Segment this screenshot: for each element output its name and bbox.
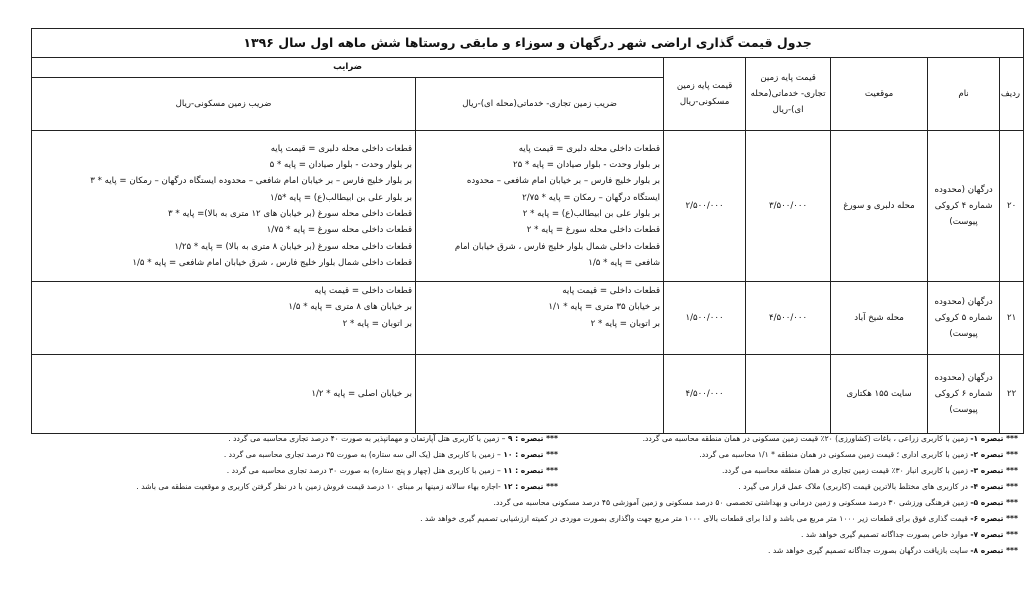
coef-line: بر بلوار علی بن ابیطالب(ع) = پایه *۱/۵ <box>269 192 413 203</box>
coef-line: بر بلوار خلیج فارس – بر خیابان امام شافعی – محدوده ایستگاه درگهان – رمکان = پایه * ۳ <box>90 176 413 187</box>
coef-line: قطعات داخلی محله دلبری = قیمت پایه <box>518 143 661 154</box>
coef-line: بر خیابان ۳۵ متری = پایه * ۱/۱ <box>548 302 661 313</box>
header-row: ردیف <box>1000 58 1024 131</box>
coef-line: قطعات داخلی شمال بلوار خلیج فارس ، شرق خیابان امام شافعی = پایه * ۱/۵ <box>132 257 413 268</box>
row-residential-base: ۲/۵۰۰/۰۰۰ <box>664 131 746 282</box>
coef-line: شافعی = پایه * ۱/۵ <box>588 257 661 268</box>
note-label: *** تبصره ۷- <box>970 530 1018 539</box>
note-item <box>33 546 1018 559</box>
note-label: *** تبصره ۴- <box>970 482 1018 491</box>
table-row <box>32 355 1024 434</box>
note-text: – زمین با کاربری هتل آپارتمان و مهمانپذیر به صورت ۴۰ درصد تجاری محاسبه می گردد . <box>228 434 506 443</box>
note-text: زمین با کاربری اداری ؛ قیمت زمین مسکونی در همان منطقه * ۱/۱ محاسبه می گردد. <box>699 450 968 459</box>
note-label: *** تبصره ۵- <box>970 498 1018 507</box>
note-text: -اجاره بهاء سالانه زمینها بر مبنای ۱۰ درصد قیمت فروش زمین با در نظر گرفتن کاربری و موقعیت منطقه می باشد . <box>136 482 501 491</box>
header-location: موقعیت <box>831 58 928 131</box>
note-text: زمین با کاربری زراعی ، باغات (کشاورزی) ۲۰٪ قیمت زمین مسکونی در همان منطقه محاسبه می گردد. <box>642 434 968 443</box>
pricing-table <box>31 28 1024 434</box>
note-item <box>588 466 1018 479</box>
note-item <box>588 434 1018 447</box>
note-text: سایت بازیافت درگهان بصورت جداگانه تصمیم گیری خواهد شد . <box>768 546 968 555</box>
table-row <box>32 131 1024 282</box>
note-text: – زمین با کاربری هتل (چهار و پنج ستاره) به صورت ۳۰ درصد تجاری محاسبه می گردد . <box>226 466 501 475</box>
header-coefficients: ضرایب <box>32 58 664 78</box>
header-coef-residential: ضریب زمین مسکونی-ریال <box>32 77 416 130</box>
row-coef-residential <box>32 355 416 434</box>
note-item <box>33 498 1018 511</box>
note-label: *** تبصره ۶- <box>970 514 1018 523</box>
row-location: سایت ۱۵۵ هکتاری <box>831 355 928 434</box>
coef-line: بر خیابان اصلی = پایه * ۱/۲ <box>311 388 413 399</box>
note-item <box>33 530 1018 543</box>
note-item <box>588 450 1018 463</box>
coef-line: بر بلوار علی بن ابیطالب(ع) = پایه * ۲ <box>522 209 661 219</box>
header-name: نام <box>928 58 1000 131</box>
note-item <box>33 466 558 479</box>
note-text: قیمت گذاری فوق برای قطعات زیر ۱۰۰۰ متر مربع می باشد و لذا برای قطعات بالای ۱۰۰۰ متر مربع جهت واگذاری بصورت موردی در کمیته ارزشیابی تصمیم گیری خواهد شد . <box>420 514 968 523</box>
coef-line: بر اتوبان = پایه * ۲ <box>342 318 413 329</box>
coef-line: قطعات داخلی محله سورغ = پایه * ۲ <box>526 225 661 236</box>
header-coef-commercial: ضریب زمین تجاری- خدماتی(محله ای)-ریال <box>416 77 664 130</box>
row-coef-commercial <box>416 282 664 355</box>
header-commercial-base: قیمت پایه زمین تجاری- خدماتی(محله ای)-ریال <box>746 58 831 131</box>
coef-line: قطعات داخلی شمال بلوار خلیج فارس ، شرق خیابان امام <box>454 241 661 252</box>
row-commercial-base: ۳/۵۰۰/۰۰۰ <box>746 131 831 282</box>
note-text: – زمین با کاربری هتل (یک الی سه ستاره) به صورت ۳۵ درصد تجاری محاسبه می گردد . <box>223 450 501 459</box>
note-text: در کاربری های مختلط بالاترین قیمت (کاربری) ملاک عمل قرار می گیرد . <box>738 482 968 491</box>
coef-line: قطعات داخلی = قیمت پایه <box>314 286 413 296</box>
note-text: زمین با کاربری انبار ۳۰٪ قیمت زمین تجاری در همان منطقه محاسبه می گردد. <box>721 466 968 475</box>
row-name: درگهان (محدوده شماره ۴ کروکی پیوست) <box>928 131 1000 282</box>
note-text: زمین فرهنگی ورزشی ۳۰ درصد مسکونی و زمین درمانی و بهداشتی تخصصی ۵۰ درصد مسکونی و زمین آموزشی ۴۵ درصد مسکونی محاسبه می گردد. <box>493 498 968 507</box>
note-text: موارد خاص بصورت جداگانه تصمیم گیری خواهد شد . <box>800 530 968 539</box>
coef-line: قطعات داخلی محله سورغ (بر خیابان ۸ متری به بالا) = پایه * ۱/۲۵ <box>174 241 413 252</box>
note-label: *** تبصره : ۱۲ <box>503 482 558 491</box>
note-label: *** تبصره ۲- <box>970 450 1018 459</box>
row-location: محله دلبری و سورغ <box>831 131 928 282</box>
row-name: درگهان (محدوده شماره ۵ کروکی پیوست) <box>928 282 1000 355</box>
note-label: *** تبصره : ۱۱ <box>503 466 558 475</box>
row-coef-commercial <box>416 355 664 434</box>
table-row <box>32 282 1024 355</box>
note-item <box>33 450 558 463</box>
note-label: *** تبصره ۸- <box>970 546 1018 555</box>
note-label: *** تبصره : ۱۰ <box>503 450 558 459</box>
coef-line: بر اتوبان = پایه * ۲ <box>590 318 661 329</box>
row-residential-base: ۴/۵۰۰/۰۰۰ <box>664 355 746 434</box>
note-label: *** تبصره : ۹ <box>507 434 558 443</box>
coef-line: قطعات داخلی محله دلبری = قیمت پایه <box>270 143 413 154</box>
row-location: محله شیخ آباد <box>831 282 928 355</box>
coef-line: بر بلوار خلیج فارس – بر خیابان امام شافعی – محدوده <box>466 176 661 187</box>
header-residential-base: قیمت پایه زمین مسکونی-ریال <box>664 58 746 131</box>
row-number: ۲۰ <box>1000 131 1024 282</box>
row-number: ۲۱ <box>1000 282 1024 355</box>
row-residential-base: ۱/۵۰۰/۰۰۰ <box>664 282 746 355</box>
coef-line: قطعات داخلی محله سورغ (بر خیابان های ۱۲ متری به بالا)= پایه * ۳ <box>167 209 413 219</box>
row-coef-commercial <box>416 131 664 282</box>
coef-line: قطعات داخلی = قیمت پایه <box>562 286 661 296</box>
row-number: ۲۲ <box>1000 355 1024 434</box>
note-item <box>33 514 1018 527</box>
row-commercial-base <box>746 355 831 434</box>
note-item <box>588 482 1018 495</box>
note-label: *** تبصره ۳- <box>970 466 1018 475</box>
row-commercial-base: ۴/۵۰۰/۰۰۰ <box>746 282 831 355</box>
row-coef-residential <box>32 131 416 282</box>
coef-line: قطعات داخلی محله سورغ = پایه * ۱/۷۵ <box>266 225 413 236</box>
coef-line: بر بلوار وحدت - بلوار صیادان = پایه * ۵ <box>269 160 413 171</box>
note-label: *** تبصره ۱- <box>970 434 1018 443</box>
row-coef-residential <box>32 282 416 355</box>
note-item <box>33 482 558 495</box>
coef-line: بر خیابان های ۸ متری = پایه * ۱/۵ <box>288 302 413 313</box>
row-name: درگهان (محدوده شماره ۶ کروکی پیوست) <box>928 355 1000 434</box>
coef-line: ایستگاه درگهان – رمکان = پایه * ۲/۷۵ <box>522 192 661 203</box>
note-item <box>33 434 558 447</box>
table-title: جدول قیمت گذاری اراضی شهر درگهان و سوزاء و مابقی روستاها شش ماهه اول سال ۱۳۹۶ <box>32 29 1024 58</box>
coef-line: بر بلوار وحدت - بلوار صیادان = پایه * ۲۵ <box>512 160 661 171</box>
